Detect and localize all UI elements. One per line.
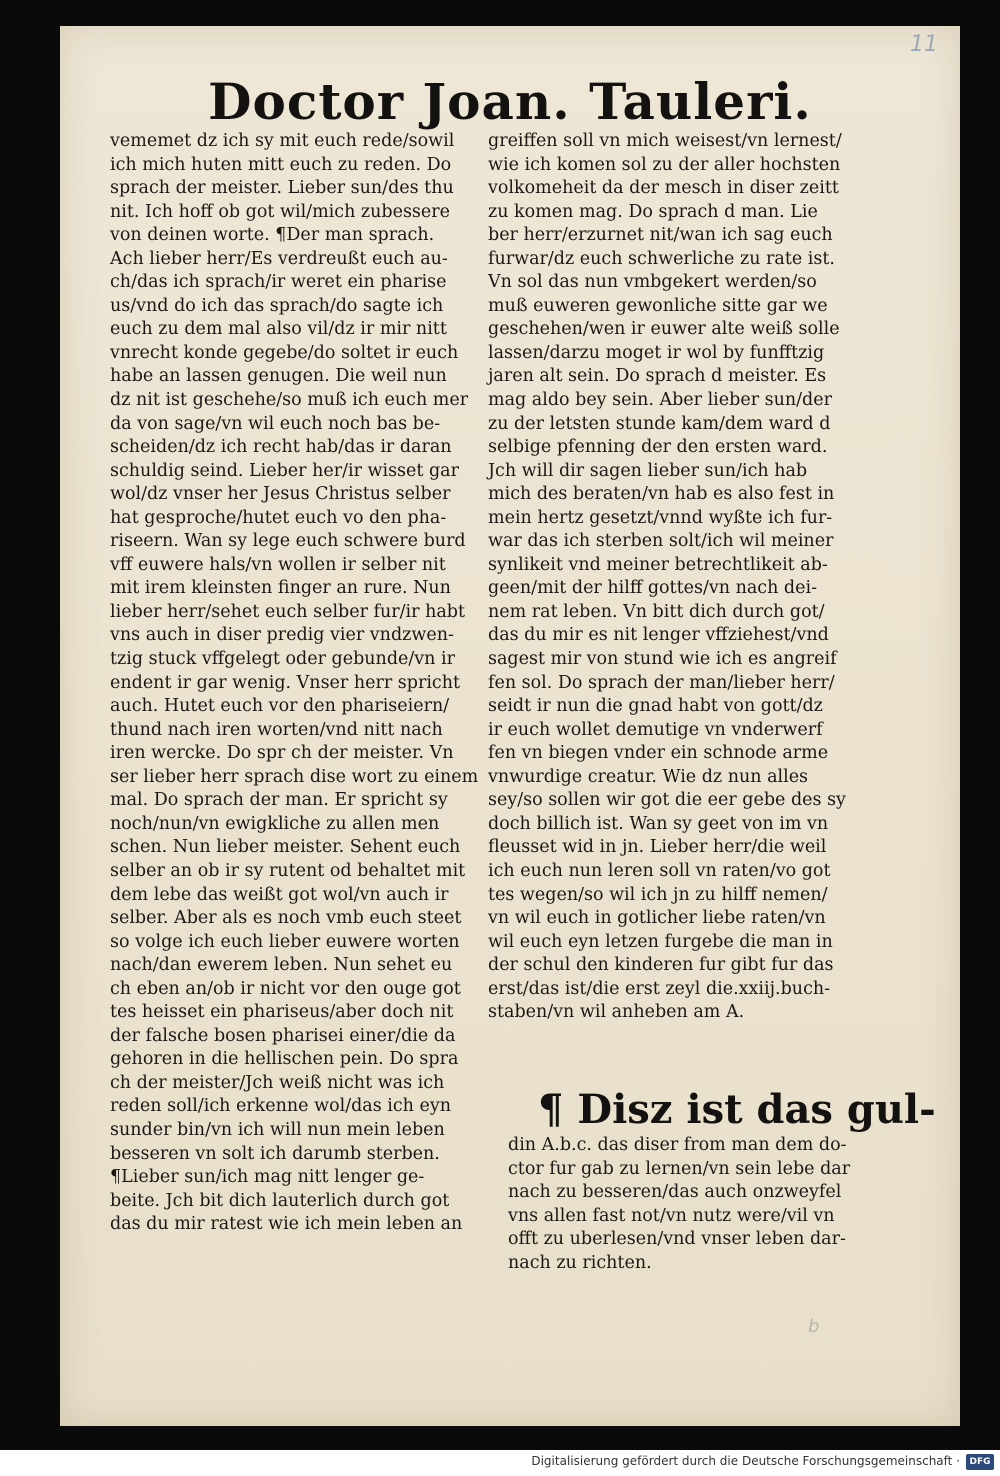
text-line: mein hertz gesetzt/vnnd wyßte ich fur-: [488, 507, 833, 528]
text-line: euch zu dem mal also vil/dz ir mir nitt: [110, 319, 447, 340]
text-line: sagest mir von stund wie ich es angreif: [488, 649, 837, 670]
text-line: ¶Lieber sun/ich mag nitt lenger ge-: [110, 1167, 425, 1188]
text-line: lassen/darzu moget ir wol by funfftzig: [488, 342, 825, 363]
text-line: der falsche bosen pharisei einer/die da: [110, 1025, 456, 1046]
text-line: nach zu richten.: [508, 1252, 652, 1273]
text-line: nach/dan ewerem leben. Nun sehet eu: [110, 955, 453, 976]
text-line: besseren vn solt ich darumb sterben.: [110, 1143, 440, 1164]
text-line: nem rat leben. Vn bitt dich durch got/: [488, 601, 825, 622]
running-head: Doctor Joan. Tauleri.: [208, 72, 812, 131]
text-line: geen/mit der hilff gottes/vn nach dei-: [488, 578, 817, 599]
text-line: hat gesproche/hutet euch vo den pha-: [110, 507, 447, 528]
text-line: fen vn biegen vnder ein schnode arme: [488, 743, 829, 764]
text-line: ir euch wollet demutige vn vnderwerf: [488, 719, 823, 740]
text-line: ich mich huten mitt euch zu reden. Do: [110, 154, 452, 175]
text-line: sey/so sollen wir got die eer gebe des sy: [488, 790, 846, 811]
text-line: mit irem kleinsten finger an rure. Nun: [110, 578, 451, 599]
text-line: furwar/dz euch schwerliche zu rate ist.: [488, 248, 835, 269]
text-line: vememet dz ich sy mit euch rede/sowil: [110, 131, 455, 151]
left-text-column: [110, 130, 488, 1237]
text-line: von deinen worte. ¶Der man sprach.: [110, 225, 435, 246]
text-line: Jch will dir sagen lieber sun/ich hab: [488, 460, 808, 481]
text-line: Ach lieber herr/Es verdreußt euch au-: [110, 248, 448, 269]
text-line: din A.b.c. das diser from man dem do-: [508, 1135, 847, 1155]
funding-credit: Digitalisierung gefördert durch die Deutsche Forschungsgemeinschaft ·: [531, 1454, 960, 1468]
text-line: schuldig seind. Lieber her/ir wisset gar: [110, 460, 459, 481]
text-line: sunder bin/vn ich will nun mein leben: [110, 1119, 445, 1140]
text-line: zu komen mag. Do sprach d man. Lie: [488, 201, 818, 222]
text-line: volkomeheit da der mesch in diser zeitt: [488, 178, 839, 199]
text-line: doch billich ist. Wan sy geet von im vn: [488, 813, 829, 834]
text-line: beite. Jch bit dich lauterlich durch got: [110, 1190, 450, 1211]
book-page: [60, 26, 960, 1426]
text-line: ich euch nun leren soll vn raten/vo got: [488, 860, 831, 881]
text-line: selber. Aber als es noch vmb euch steet: [110, 908, 462, 929]
text-line: reden soll/ich erkenne wol/das ich eyn: [110, 1096, 452, 1117]
right-text-column: [488, 130, 866, 1025]
text-line: wol/dz vnser her Jesus Christus selber: [110, 484, 451, 505]
text-line: schen. Nun lieber meister. Sehent euch: [110, 837, 461, 858]
text-line: vff euwere hals/vn wollen ir selber nit: [110, 554, 446, 575]
text-line: da von sage/vn wil euch noch bas be-: [110, 413, 441, 434]
text-line: sprach der meister. Lieber sun/des thu: [110, 178, 454, 199]
text-line: auch. Hutet euch vor den phariseiern/: [110, 696, 450, 717]
text-line: vn wil euch in gotlicher liebe raten/vn: [488, 908, 826, 929]
text-line: war das ich sterben solt/ich wil meiner: [488, 531, 834, 552]
footer-bar: [0, 1450, 1000, 1476]
text-line: riseern. Wan sy lege euch schwere burd: [110, 531, 466, 552]
text-line: synlikeit vnd meiner betrechtlikeit ab-: [488, 554, 828, 575]
text-line: vns auch in diser predig vier vndzwen-: [110, 625, 454, 646]
text-line: ch der meister/Jch weiß nicht was ich: [110, 1072, 445, 1093]
text-line: zu der letsten stunde kam/dem ward d: [488, 413, 831, 434]
text-line: lieber herr/sehet euch selber fur/ir habt: [110, 601, 466, 622]
text-line: ch/das ich sprach/ir weret ein pharise: [110, 272, 447, 293]
text-line: wie ich komen sol zu der aller hochsten: [488, 154, 841, 175]
text-line: mal. Do sprach der man. Er spricht sy: [110, 790, 448, 811]
text-line: das du mir ratest wie ich mein leben an: [110, 1214, 463, 1235]
text-line: selbige pfenning der den ersten ward.: [488, 437, 828, 458]
text-line: tzig stuck vffgelegt oder gebunde/vn ir: [110, 649, 455, 670]
text-line: us/vnd do ich das sprach/do sagte ich: [110, 295, 444, 316]
text-line: tes wegen/so wil ich jn zu hilff nemen/: [488, 884, 828, 905]
text-line: so volge ich euch lieber euwere worten: [110, 931, 460, 952]
text-line: mich des beraten/vn hab es also fest in: [488, 484, 835, 505]
text-line: vns allen fast not/vn nutz were/vil vn: [508, 1205, 835, 1226]
heading-continuation: [508, 1134, 908, 1275]
text-line: geschehen/wen ir euwer alte weiß solle: [488, 319, 840, 340]
text-line: der schul den kinderen fur gibt fur das: [488, 955, 834, 976]
text-line: nit. Ich hoff ob got wil/mich zubessere: [110, 201, 450, 222]
text-line: das du mir es nit lenger vffziehest/vnd: [488, 625, 829, 646]
text-line: staben/vn wil anheben am A.: [488, 1002, 745, 1023]
text-line: ctor fur gab zu lernen/vn sein lebe dar: [508, 1158, 851, 1179]
text-line: erst/das ist/die erst zeyl die.xxiij.buch-: [488, 978, 831, 999]
text-line: endent ir gar wenig. Vnser herr spricht: [110, 672, 461, 693]
text-line: ser lieber herr sprach dise wort zu einem: [110, 766, 479, 787]
text-line: ch eben an/ob ir nicht vor den ouge got: [110, 978, 461, 999]
text-line: habe an lassen genugen. Die weil nun: [110, 366, 447, 387]
text-line: offt zu uberlesen/vnd vnser leben dar-: [508, 1229, 846, 1250]
text-line: iren wercke. Do spr ch der meister. Vn: [110, 743, 454, 764]
text-line: muß euweren gewonliche sitte gar we: [488, 295, 828, 316]
text-line: tes heisset ein phariseus/aber doch nit: [110, 1002, 454, 1023]
foliation-number: 11: [910, 32, 938, 57]
text-line: dem lebe das weißt got wol/vn auch ir: [110, 884, 449, 905]
text-line: thund nach iren worten/vnd nitt nach: [110, 719, 443, 740]
text-line: seidt ir nun die gnad habt von gott/dz: [488, 696, 823, 717]
text-line: wil euch eyn letzen furgebe die man in: [488, 931, 833, 952]
text-line: mag aldo bey sein. Aber lieber sun/der: [488, 390, 832, 411]
text-line: gehoren in die hellischen pein. Do spra: [110, 1049, 459, 1070]
text-line: fen sol. Do sprach der man/lieber herr/: [488, 672, 835, 693]
text-line: jaren alt sein. Do sprach d meister. Es: [488, 366, 827, 387]
text-line: ber herr/erzurnet nit/wan ich sag euch: [488, 225, 833, 246]
text-line: dz nit ist geschehe/so muß ich euch mer: [110, 390, 469, 411]
text-line: greiffen soll vn mich weisest/vn lernest/: [488, 131, 842, 151]
text-line: vnrecht konde gegebe/do soltet ir euch: [110, 342, 459, 363]
text-line: selber an ob ir sy rutent od behaltet mit: [110, 860, 466, 881]
text-line: scheiden/dz ich recht hab/das ir daran: [110, 437, 452, 458]
text-line: noch/nun/vn ewigkliche zu allen men: [110, 813, 440, 834]
dfg-logo: DFG: [966, 1454, 994, 1470]
pencil-annotation: b: [808, 1316, 820, 1337]
text-line: nach zu besseren/das auch onzweyfel: [508, 1182, 842, 1203]
text-line: Vn sol das nun vmbgekert werden/so: [488, 272, 817, 293]
text-line: fleusset wid in jn. Lieber herr/die weil: [488, 837, 827, 858]
section-heading: ¶ Disz ist das gul-: [538, 1086, 936, 1133]
text-line: vnwurdige creatur. Wie dz nun alles: [488, 766, 809, 787]
